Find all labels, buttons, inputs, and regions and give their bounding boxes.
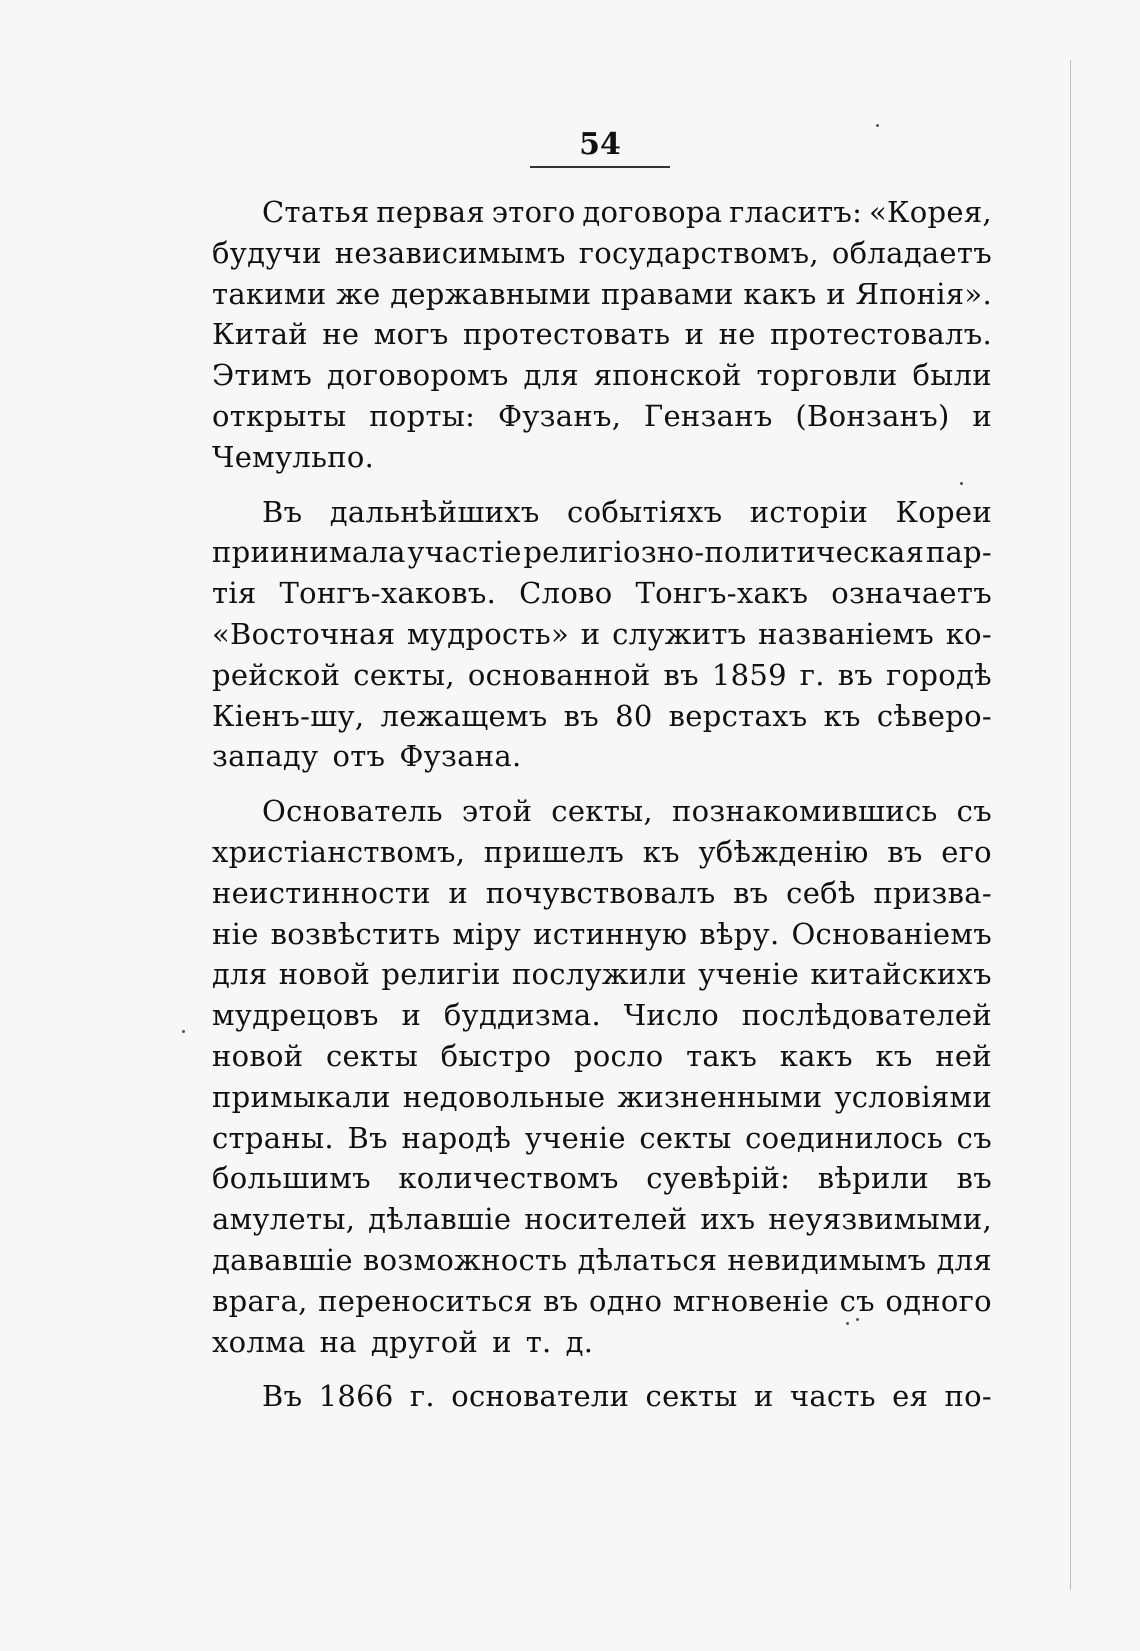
scan-speck	[960, 482, 963, 485]
text-line: открыты порты: Фузанъ, Гензанъ (Вонзанъ) и	[212, 398, 992, 433]
text-line: «Восточная мудрость» и служитъ названіемъ ко-	[212, 616, 992, 651]
text-line: Въ дальнѣйшихъ событіяхъ исторіи Кореи	[262, 494, 992, 529]
scan-speck	[856, 1318, 859, 1321]
text-line: примыкали недовольные жизненными условіями	[212, 1079, 992, 1114]
text-line: Чемульпо.	[212, 439, 375, 474]
paragraph	[212, 1376, 992, 1417]
text-line: приинимала участіе религіозно-политическая пар-	[212, 535, 992, 570]
body-text	[212, 192, 992, 1431]
text-line: западу отъ Фузана.	[212, 739, 522, 774]
scan-speck	[182, 1030, 185, 1033]
text-line: тія Тонгъ-хаковъ. Слово Тонгъ-хакъ означаетъ	[212, 576, 992, 611]
text-line: ніе возвѣстить міру истинную вѣру. Основаніемъ	[212, 916, 992, 951]
text-line: большимъ количествомъ суевѣрій: вѣрили въ	[212, 1161, 992, 1196]
text-line: Китай не могъ протестовать и не протестовалъ.	[212, 317, 992, 352]
paragraph	[212, 791, 992, 1362]
text-line: такими же державными правами какъ и Японія».	[212, 276, 992, 311]
text-line: Кіенъ-шу, лежащемъ въ 80 верстахъ къ сѣверо-	[212, 698, 992, 733]
paragraph	[212, 192, 992, 478]
page-edge-line	[1070, 60, 1071, 1590]
text-line: амулеты, дѣлавшіе носителей ихъ неуязвимыми,	[212, 1202, 992, 1237]
text-line: новой секты быстро росло такъ какъ къ ней	[212, 1038, 992, 1073]
text-line: холма на другой и т. д.	[212, 1324, 594, 1359]
text-line: Основатель этой секты, познакомившись съ	[262, 794, 992, 829]
page-number: 54	[579, 127, 621, 162]
page-number-rule	[530, 166, 670, 168]
text-line: для новой религіи послужили ученіе китайскихъ	[212, 957, 992, 992]
scan-speck	[876, 124, 879, 127]
text-line: неистинности и почувствовалъ въ себѣ призва-	[212, 875, 992, 910]
text-line: Этимъ договоромъ для японской торговли были	[212, 358, 992, 393]
text-line: Статья первая этого договора гласитъ: «Корея,	[262, 195, 992, 229]
text-line: страны. Въ народѣ ученіе секты соединилось съ	[212, 1120, 992, 1155]
text-line: врага, переноситься въ одно мгновеніе съ одного	[212, 1283, 992, 1318]
text-line: рейской секты, основанной въ 1859 г. въ городѣ	[212, 657, 992, 692]
scan-speck	[846, 1322, 849, 1325]
text-line: будучи независимымъ государствомъ, обладаетъ	[212, 235, 992, 270]
text-line: христіанствомъ, пришелъ къ убѣжденію въ его	[212, 834, 992, 869]
text-line: дававшіе возможность дѣлаться невидимымъ для	[212, 1242, 992, 1277]
text-line: Въ 1866 г. основатели секты и часть ея по-	[262, 1379, 992, 1414]
text-line: мудрецовъ и буддизма. Число послѣдователей	[212, 998, 992, 1033]
paragraph	[212, 492, 992, 778]
